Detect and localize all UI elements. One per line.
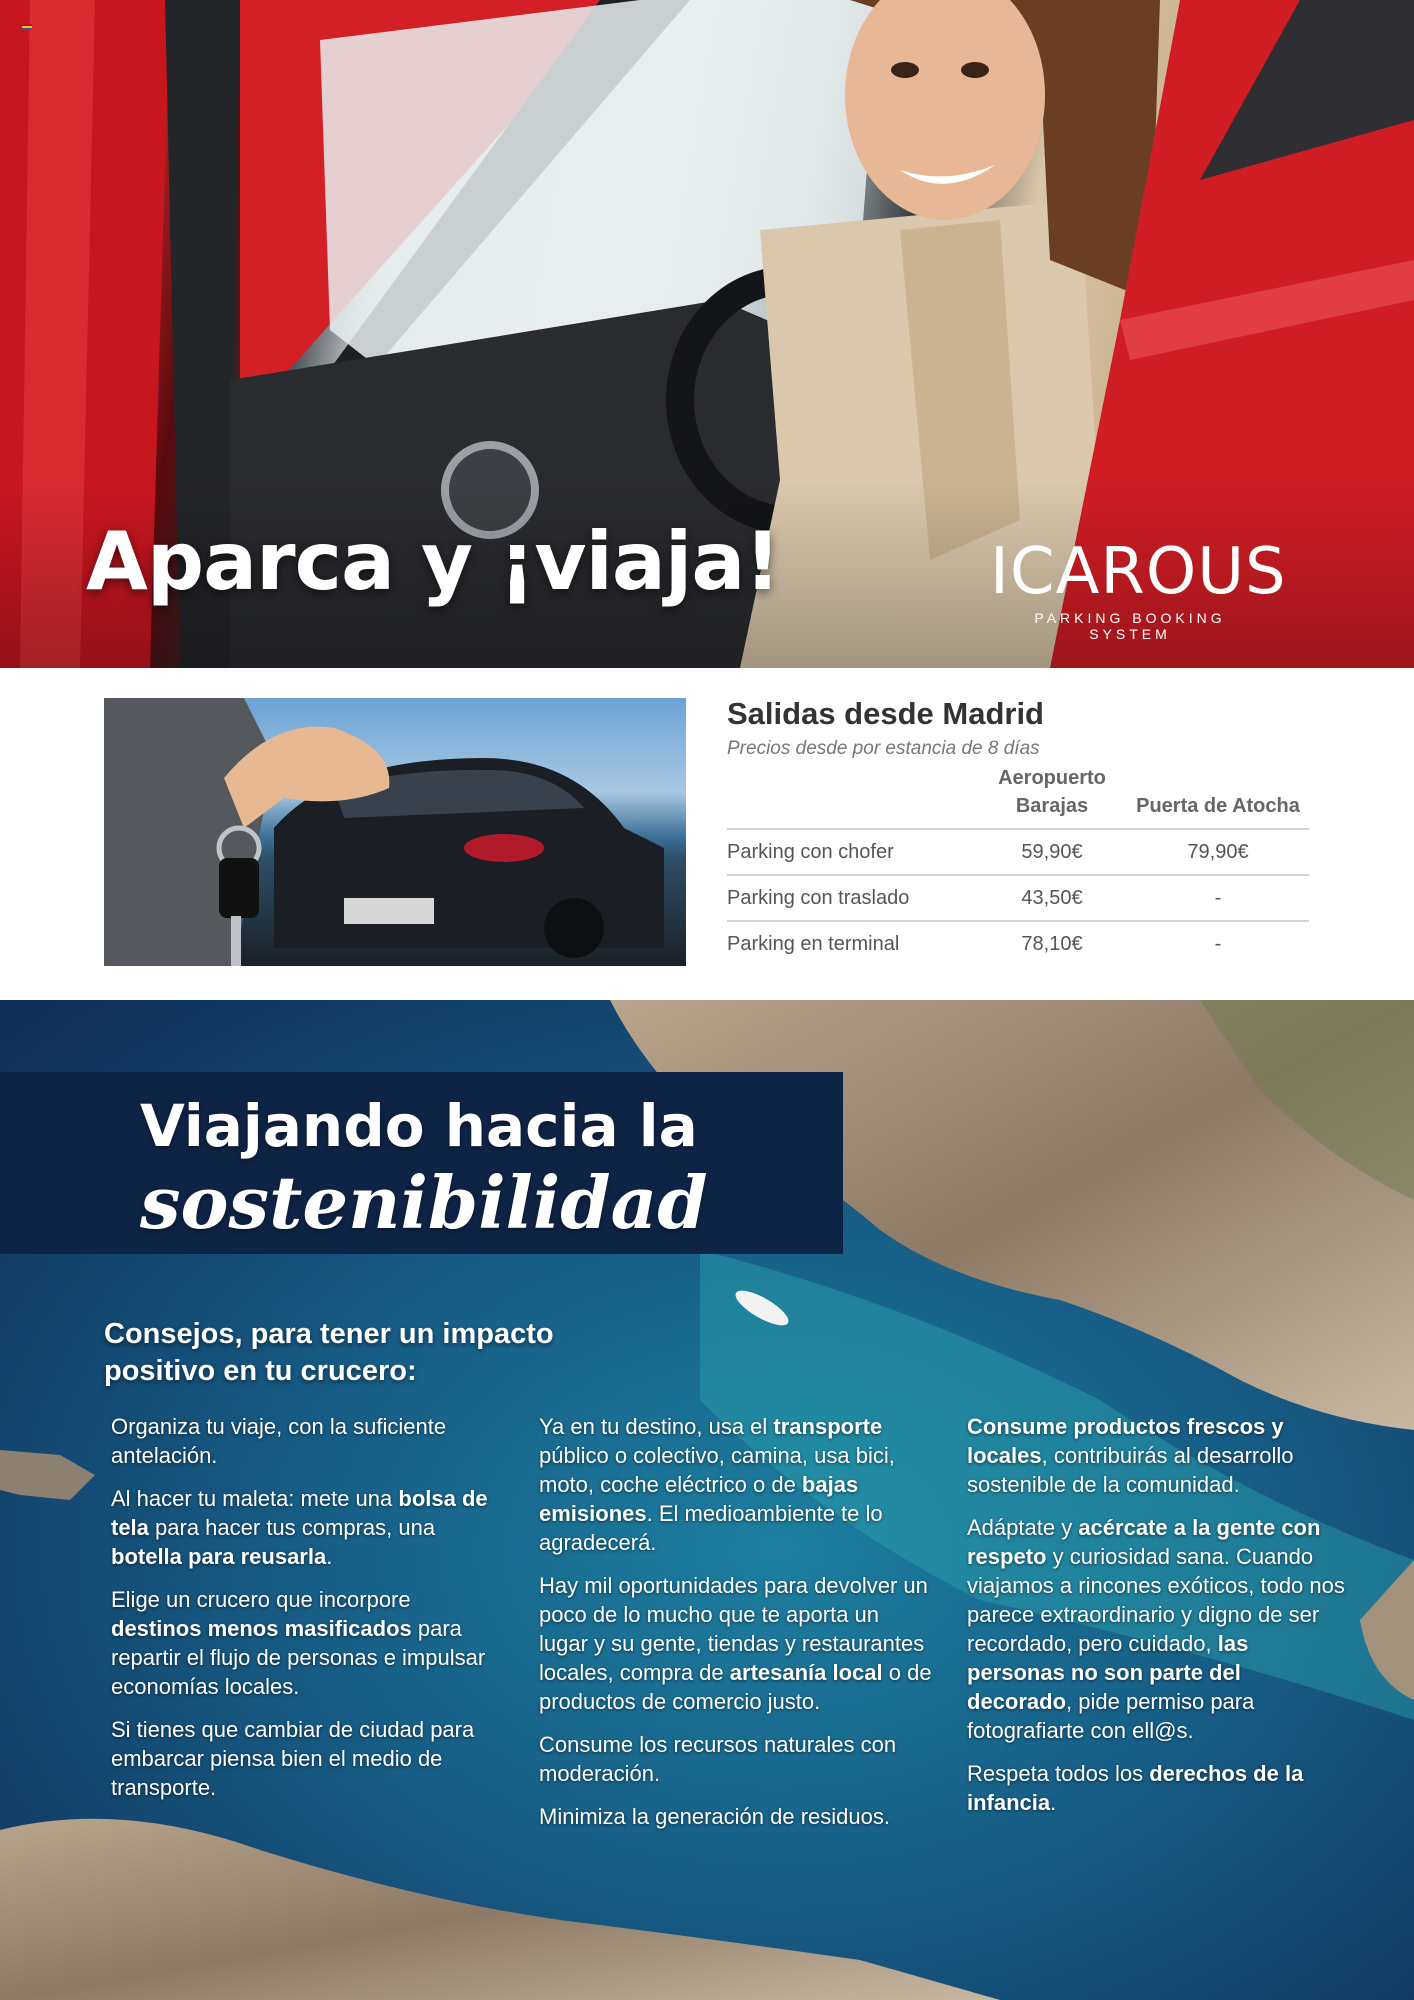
tip-text: público o colectivo, camina, usa bici, moto, coche eléctrico o de bbox=[539, 1443, 895, 1497]
hero-banner bbox=[0, 0, 1414, 668]
car-keys-illustration bbox=[104, 698, 686, 966]
price-barajas: 78,10€ bbox=[977, 921, 1127, 967]
tip-text: Consume los recursos naturales con moderación. bbox=[539, 1732, 897, 1786]
pricing-header-barajas: Aeropuerto Barajas bbox=[998, 767, 1106, 817]
tip-highlight: bolsa de tela bbox=[111, 1486, 488, 1540]
tip-paragraph bbox=[539, 1802, 934, 1831]
tip-text: Organiza tu viaje, con la suficiente antelación. bbox=[111, 1414, 447, 1468]
tip-text: o de productos de comercio justo. bbox=[539, 1660, 932, 1714]
tip-highlight: derechos de la infancia bbox=[967, 1761, 1304, 1815]
tip-highlight: bajas emisiones bbox=[539, 1472, 859, 1526]
tip-text: y curiosidad sana. Cuando viajamos a rincones exóticos, todo nos parece extraordinario y digno de ser recordado, pero cuidado, bbox=[967, 1544, 1345, 1656]
tip-text: Al hacer tu maleta: mete una bbox=[111, 1486, 399, 1511]
tip-paragraph bbox=[539, 1571, 934, 1716]
tip-highlight: artesanía local bbox=[729, 1660, 883, 1685]
price-atocha: 79,90€ bbox=[1127, 829, 1309, 875]
price-atocha: - bbox=[1127, 875, 1309, 921]
tips-heading: Consejos, para tener un impacto positivo en tu crucero: bbox=[104, 1318, 554, 1387]
row-label: Parking con traslado bbox=[727, 875, 977, 921]
row-label: Parking en terminal bbox=[727, 921, 977, 967]
pricing-title: Salidas desde Madrid bbox=[727, 696, 1044, 731]
pricing-header-blank bbox=[727, 764, 977, 829]
tip-paragraph bbox=[967, 1513, 1349, 1745]
tip-text: Minimiza la generación de residuos. bbox=[539, 1804, 890, 1829]
pricing-header-atocha: Puerta de Atocha bbox=[1136, 795, 1300, 817]
tip-paragraph bbox=[967, 1412, 1349, 1499]
tip-text: Hay mil oportunidades para devolver un poco de lo mucho que te aporta un lugar y su gente, tiendas y restaurantes locales, compra de bbox=[539, 1573, 928, 1685]
table-row bbox=[727, 829, 1309, 875]
banner-title-line2: sostenibilidad bbox=[140, 1160, 708, 1245]
tip-text: Adáptate y bbox=[967, 1515, 1079, 1540]
brand-tagline: PARKING BOOKING SYSTEM bbox=[1034, 610, 1226, 642]
tip-highlight: destinos menos masificados bbox=[111, 1616, 412, 1641]
pricing-header-row bbox=[727, 764, 1309, 829]
sustainability-banner bbox=[0, 1072, 843, 1254]
tip-paragraph bbox=[111, 1585, 506, 1701]
tip-text: para repartir el flujo de personas e impulsar economías locales. bbox=[111, 1616, 486, 1699]
tip-text: . bbox=[326, 1544, 333, 1569]
tip-text: Ya en tu destino, usa el bbox=[539, 1414, 774, 1439]
tip-highlight: las personas no son parte del decorado bbox=[967, 1631, 1249, 1714]
tip-highlight: acércate a la gente con respeto bbox=[967, 1515, 1321, 1569]
price-barajas: 43,50€ bbox=[977, 875, 1127, 921]
icarous-logo bbox=[990, 535, 1287, 642]
row-label: Parking con chofer bbox=[727, 829, 977, 875]
pricing-section bbox=[0, 668, 1414, 1000]
tips-column-2 bbox=[539, 1412, 934, 1845]
price-barajas: 59,90€ bbox=[977, 829, 1127, 875]
tip-paragraph bbox=[539, 1730, 934, 1788]
tip-text: Elige un crucero que incorpore bbox=[111, 1587, 411, 1612]
tip-paragraph bbox=[111, 1484, 506, 1571]
car-keys-photo bbox=[104, 698, 686, 966]
price-atocha: - bbox=[1127, 921, 1309, 967]
tip-paragraph bbox=[539, 1412, 934, 1557]
tip-text: Respeta todos los bbox=[967, 1761, 1150, 1786]
tip-text: Si tienes que cambiar de ciudad para embarcar piensa bien el medio de transporte. bbox=[111, 1717, 475, 1800]
table-row bbox=[727, 921, 1309, 967]
tip-highlight: Consume productos frescos y locales bbox=[967, 1414, 1284, 1468]
pricing-subtitle: Precios desde por estancia de 8 días bbox=[727, 738, 1040, 759]
tip-paragraph bbox=[111, 1715, 506, 1802]
tip-highlight: botella para reusarla bbox=[111, 1544, 327, 1569]
tip-text: . bbox=[1050, 1790, 1057, 1815]
table-row bbox=[727, 875, 1309, 921]
tip-text: para hacer tus compras, una bbox=[148, 1515, 436, 1540]
flag-icon bbox=[22, 24, 32, 30]
tips-column-1 bbox=[111, 1412, 506, 1816]
banner-title-line1: Viajando hacia la bbox=[140, 1092, 698, 1160]
hero-title: Aparca y ¡viaja! bbox=[86, 515, 780, 608]
sustainability-section bbox=[0, 1000, 1414, 2000]
tip-paragraph bbox=[111, 1412, 506, 1470]
tip-highlight: transporte bbox=[773, 1414, 883, 1439]
tips-column-3 bbox=[967, 1412, 1349, 1831]
tip-text: , pide permiso para fotografiarte con ell@s. bbox=[967, 1689, 1255, 1743]
brand-name: ICAROUS bbox=[990, 535, 1287, 609]
tip-paragraph bbox=[967, 1759, 1349, 1817]
tip-text: . El medioambiente te lo agradecerá. bbox=[539, 1501, 883, 1555]
pricing-table bbox=[727, 764, 1309, 967]
tip-text: , contribuirás al desarrollo sostenible de la comunidad. bbox=[967, 1443, 1294, 1497]
